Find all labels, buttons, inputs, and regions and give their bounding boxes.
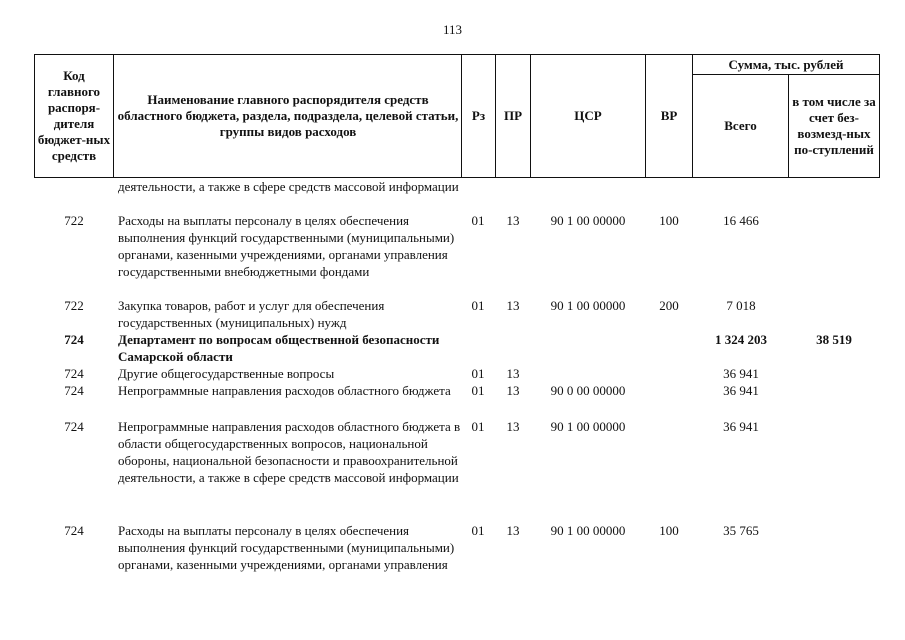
- cell-code: 722: [64, 298, 84, 313]
- header-sum-divider: [693, 74, 880, 75]
- cell-name: Непрограммные направления расходов областного бюджета в области общегосударственных вопросов, национальной обороны, национальной безопасности и правоохранительной деятельности, а также в сфере средств массовой информации: [118, 419, 461, 485]
- cell-total: 16 466: [723, 213, 759, 228]
- cell-rz: 01: [471, 366, 485, 381]
- header-rz: Рз: [471, 108, 486, 123]
- cell-code: 724: [64, 383, 84, 398]
- cell-name: Другие общегосударственные вопросы: [118, 366, 335, 381]
- cell-name: Закупка товаров, работ и услуг для обеспечения государственных (муниципальных) нужд: [118, 298, 385, 330]
- cell-csr: 90 1 00 00000: [550, 213, 626, 228]
- cell-code: 724: [64, 366, 84, 381]
- cell-csr: 90 1 00 00000: [550, 419, 626, 434]
- cell-pr: 13: [506, 419, 520, 434]
- header-pr: ПР: [503, 108, 523, 123]
- cell-pr: 13: [506, 213, 520, 228]
- cell-code: 724: [64, 523, 84, 538]
- cell-vr: 100: [659, 213, 679, 228]
- table-body: [0, 178, 905, 640]
- cell-pr: 13: [506, 383, 520, 398]
- cell-code: 724: [64, 419, 84, 434]
- cell-rz: 01: [471, 523, 485, 538]
- cell-csr: 90 0 00 00000: [550, 383, 626, 398]
- cell-rz: 01: [471, 298, 485, 313]
- cell-total: 36 941: [723, 419, 759, 434]
- cell-vr: 200: [659, 298, 679, 313]
- header-sum: Сумма, тыс. рублей: [728, 56, 844, 72]
- header-csr: ЦСР: [574, 108, 602, 123]
- header-free: в том числе за счет без-возмезд-ных по-ступлений: [792, 94, 876, 157]
- header-vline: [113, 54, 114, 178]
- header-vr: ВР: [660, 108, 678, 123]
- cell-pr: 13: [506, 523, 520, 538]
- cell-csr: 90 1 00 00000: [550, 523, 626, 538]
- header-code: Код главного распоря-дителя бюджет-ных средств: [37, 68, 111, 163]
- cell-code: 722: [64, 213, 84, 228]
- cell-name: деятельности, а также в сфере средств массовой информации: [118, 179, 459, 194]
- cell-rz: 01: [471, 419, 485, 434]
- cell-rz: 01: [471, 383, 485, 398]
- cell-total: 35 765: [723, 523, 759, 538]
- cell-total: 1 324 203: [715, 332, 767, 347]
- cell-total: 36 941: [723, 383, 759, 398]
- cell-free: 38 519: [816, 332, 852, 347]
- cell-rz: 01: [471, 213, 485, 228]
- cell-name: Департамент по вопросам общественной безопасности Самарской области: [118, 332, 440, 364]
- header-vline: [788, 75, 789, 178]
- cell-name: Расходы на выплаты персоналу в целях обеспечения выполнения функций государственными (муниципальными) органами, казенными учреждениями, органами управления государственными внебюджетными фондами: [118, 213, 455, 279]
- cell-name: Расходы на выплаты персоналу в целях обеспечения выполнения функций государственными (муниципальными) органами, казенными учреждениями, органами управления: [118, 523, 455, 572]
- header-vline: [879, 54, 880, 178]
- page-number: 113: [442, 22, 463, 37]
- cell-csr: 90 1 00 00000: [550, 298, 626, 313]
- header-vline: [34, 54, 35, 178]
- cell-total: 36 941: [723, 366, 759, 381]
- header-total: Всего: [724, 118, 757, 133]
- header-name: Наименование главного распорядителя средств областного бюджета, раздела, подраздела, целевой статьи, группы видов расходов: [117, 92, 459, 139]
- cell-pr: 13: [506, 366, 520, 381]
- cell-total: 7 018: [726, 298, 756, 313]
- cell-pr: 13: [506, 298, 520, 313]
- cell-code: 724: [64, 332, 84, 347]
- cell-name: Непрограммные направления расходов областного бюджета: [118, 383, 451, 398]
- cell-vr: 100: [659, 523, 679, 538]
